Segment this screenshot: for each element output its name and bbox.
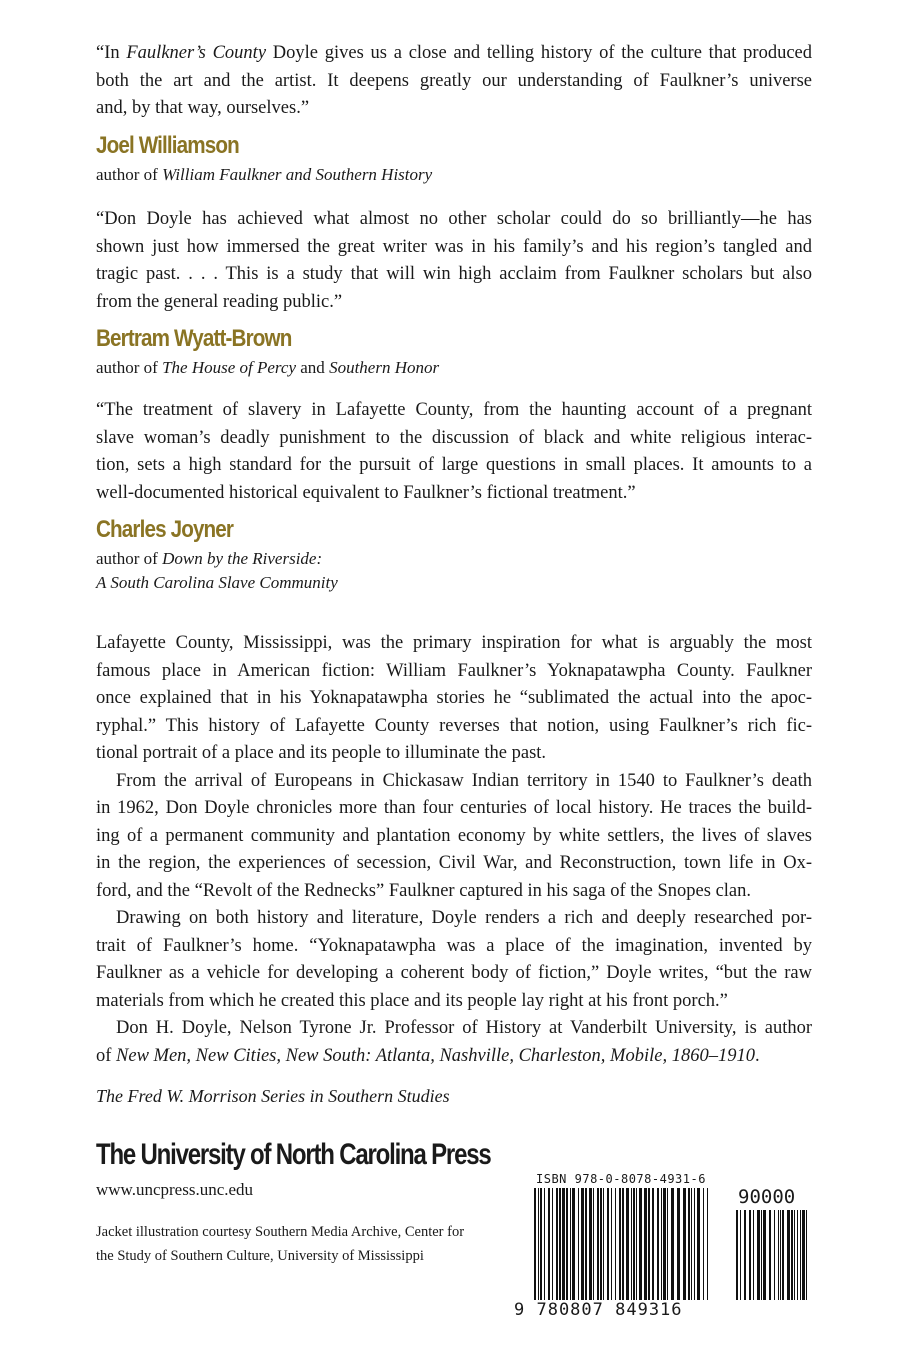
barcode-bar (544, 1188, 545, 1300)
barcode-bar (570, 1188, 571, 1300)
barcode-bar (619, 1188, 621, 1300)
barcode-bar (626, 1188, 629, 1300)
description-line: ryphal.” This history of Lafayette County reverses that notion, using Faulkner’s rich fic- (96, 715, 812, 736)
description-paragraph (96, 768, 812, 906)
barcode-bar (622, 1188, 624, 1300)
description-line: trait of Faulkner’s home. “Yoknapatawpha was a place of the imagination, invented by (96, 935, 812, 956)
barcode-bar (757, 1210, 760, 1300)
barcode-bar (572, 1188, 575, 1300)
credit-line: the Study of Southern Culture, University of Mississippi (96, 1248, 424, 1264)
quote-3 (96, 397, 812, 595)
barcode-bar (787, 1210, 790, 1300)
barcode-bar (657, 1188, 659, 1300)
barcode-bar (607, 1188, 609, 1300)
barcode-bar (633, 1188, 635, 1300)
barcode-bar (661, 1188, 662, 1300)
quote-line: tion, sets a high standard for the pursuit of large questions in small places. It amounts to a (96, 455, 812, 475)
barcode-bar (597, 1188, 599, 1300)
barcode-bar (648, 1188, 650, 1300)
barcode-bar (753, 1210, 754, 1300)
quote-author-credit (96, 571, 812, 595)
isbn-barcode (512, 1172, 812, 1322)
barcode-bar (667, 1188, 668, 1300)
series-title: The Fred W. Morrison Series in Southern Studies (96, 1086, 450, 1106)
italic-title: Southern Honor (329, 358, 440, 377)
barcode-bar (600, 1188, 602, 1300)
barcode-bar (740, 1210, 741, 1300)
barcode-bar (736, 1210, 738, 1300)
quote-author-name: Charles Joyner (96, 516, 234, 543)
barcode-bar (691, 1188, 692, 1300)
quote-author-credit: author of Down by the Riverside: (96, 549, 323, 568)
barcode-bar (593, 1188, 594, 1300)
description-line: of New Men, New Cities, New South: Atlanta, Nashville, Charleston, Mobile, 1860–1910. (96, 1045, 760, 1066)
barcode-bar (794, 1210, 795, 1300)
barcode-bar (540, 1188, 542, 1300)
book-description (96, 630, 812, 1070)
description-paragraph (96, 630, 812, 768)
barcode-bar (697, 1188, 700, 1300)
barcode-bar (639, 1188, 642, 1300)
barcode-bar (782, 1210, 784, 1300)
barcode-bar (548, 1188, 550, 1300)
barcode-bar (534, 1188, 536, 1300)
barcode-bar (677, 1188, 680, 1300)
price-code: 90000 (738, 1186, 796, 1208)
quote-text (96, 206, 812, 316)
quote-author-credit: author of The House of Percy and Southern Honor (96, 358, 440, 377)
barcode-bar (615, 1188, 616, 1300)
barcode-bar (562, 1188, 565, 1300)
barcode-bar (611, 1188, 612, 1300)
description-line: tional portrait of a place and its people to illuminate the past. (96, 743, 547, 763)
italic-title: The House of Percy (162, 358, 297, 377)
description-line: in 1962, Don Doyle chronicles more than four centuries of local history. He traces the build- (96, 798, 812, 818)
barcode-bar (707, 1188, 708, 1300)
barcode-bar (683, 1188, 686, 1300)
quote-author-name: Bertram Wyatt-Brown (96, 325, 292, 352)
quote-line: “In Faulkner’s County Doyle gives us a close and telling history of the culture that produced (96, 43, 812, 63)
barcode-bar (744, 1210, 746, 1300)
quote-2 (96, 206, 812, 380)
barcode-bar (652, 1188, 654, 1300)
barcode-bar (769, 1210, 771, 1300)
description-line: famous place in American fiction: William Faulkner’s Yoknapatawpha County. Faulkner (96, 660, 812, 681)
italic-title: A South Carolina Slave Community (96, 573, 338, 592)
description-line: Faulkner as a vehicle for developing a coherent body of fiction,” Doyle writes, “but the raw (96, 963, 812, 983)
barcode-bar (774, 1210, 775, 1300)
description-paragraph (96, 905, 812, 1015)
barcode-bar (791, 1210, 793, 1300)
description-line: in the region, the experiences of secession, Civil War, and Reconstruction, town life in Ox- (96, 853, 812, 873)
barcode-bar (585, 1188, 587, 1300)
barcode-bar (636, 1188, 637, 1300)
barcode-bar (761, 1210, 762, 1300)
barcode-bar (556, 1188, 558, 1300)
description-line: materials from which he created this place and its people lay right at his front porch.” (96, 990, 728, 1011)
barcode-bar (694, 1188, 695, 1300)
quote-text (96, 40, 812, 123)
barcode-bar (778, 1210, 779, 1300)
quote-line: and, by that way, ourselves.” (96, 98, 310, 118)
publisher-url: www.uncpress.unc.edu (96, 1180, 254, 1199)
description-line: From the arrival of Europeans in Chickasaw Indian territory in 1540 to Faulkner’s death (116, 770, 812, 791)
quote-text (96, 397, 812, 507)
quote-1 (96, 40, 812, 187)
barcode-bar (749, 1210, 751, 1300)
isbn-text: ISBN 978-0-8078-4931-6 (536, 1172, 706, 1186)
quote-line: slave woman’s deadly punishment to the discussion of black and white religious interac- (96, 427, 812, 448)
description-line: Lafayette County, Mississippi, was the primary inspiration for what is arguably the most (96, 633, 812, 653)
quote-line: both the art and the artist. It deepens greatly our understanding of Faulkner’s universe (96, 70, 812, 91)
credit-line: Jacket illustration courtesy Southern Media Archive, Center for (96, 1224, 465, 1240)
description-line: ing of a permanent community and plantation economy by white settlers, the lives of slaves (96, 825, 812, 846)
description-paragraph (96, 1015, 812, 1070)
quote-author-credit: author of William Faulkner and Southern History (96, 164, 433, 184)
barcode-bar (763, 1210, 766, 1300)
barcode-bar (800, 1210, 801, 1300)
barcode-bar (780, 1210, 781, 1300)
barcode-bar (806, 1210, 807, 1300)
barcode-bar (589, 1188, 592, 1300)
barcode-bar (581, 1188, 584, 1300)
jacket-credit (96, 1220, 496, 1268)
quote-line: “The treatment of slavery in Lafayette County, from the haunting account of a pregnant (96, 400, 812, 420)
italic-title: William Faulkner and Southern History (162, 164, 433, 184)
barcode-bar (688, 1188, 690, 1300)
description-line: once explained that in his Yoknapatawpha stories he “sublimated the actual into the apoc- (96, 688, 812, 708)
description-line: ford, and the “Revolt of the Rednecks” Faulkner captured in his saga of the Snopes clan. (96, 880, 752, 901)
quote-author-name: Joel Williamson (96, 131, 239, 159)
italic-title: Down by the Riverside: (162, 549, 323, 568)
barcode-bar (663, 1188, 666, 1300)
italic-title: New Men, New Cities, New South: Atlanta, Nashville, Charleston, Mobile, 1860–1910 (116, 1045, 755, 1066)
quote-line: tragic past. . . . This is a study that will win high acclaim from Faulkner scholars but also (96, 264, 812, 284)
barcode-bar (578, 1188, 579, 1300)
barcode-bar (559, 1188, 561, 1300)
ean-digits: 9 780807 849316 (514, 1300, 683, 1320)
publisher-name: The University of North Carolina Press (96, 1138, 491, 1171)
quote-line: shown just how immersed the great writer was in his family’s and his region’s tangled and (96, 236, 812, 257)
quote-line: well-documented historical equivalent to Faulkner’s fictional treatment.” (96, 482, 636, 503)
description-line: Drawing on both history and literature, Doyle renders a rich and deeply researched por- (116, 908, 812, 928)
barcode-bar (566, 1188, 568, 1300)
description-line: Don H. Doyle, Nelson Tyrone Jr. Professor of History at Vanderbilt University, is author (116, 1018, 812, 1038)
barcode-bar (631, 1188, 632, 1300)
barcode-bar (552, 1188, 553, 1300)
barcode-bar (644, 1188, 647, 1300)
italic-title: Faulkner’s County (126, 43, 267, 63)
barcode-bar (538, 1188, 539, 1300)
barcode-bar (603, 1188, 604, 1300)
barcode-bar (802, 1210, 805, 1300)
barcode-bar (797, 1210, 798, 1300)
quote-line: “Don Doyle has achieved what almost no other scholar could do so brilliantly—he has (96, 209, 812, 229)
barcode-bar (671, 1188, 674, 1300)
barcode-bar (703, 1188, 704, 1300)
quote-line: from the general reading public.” (96, 291, 343, 312)
